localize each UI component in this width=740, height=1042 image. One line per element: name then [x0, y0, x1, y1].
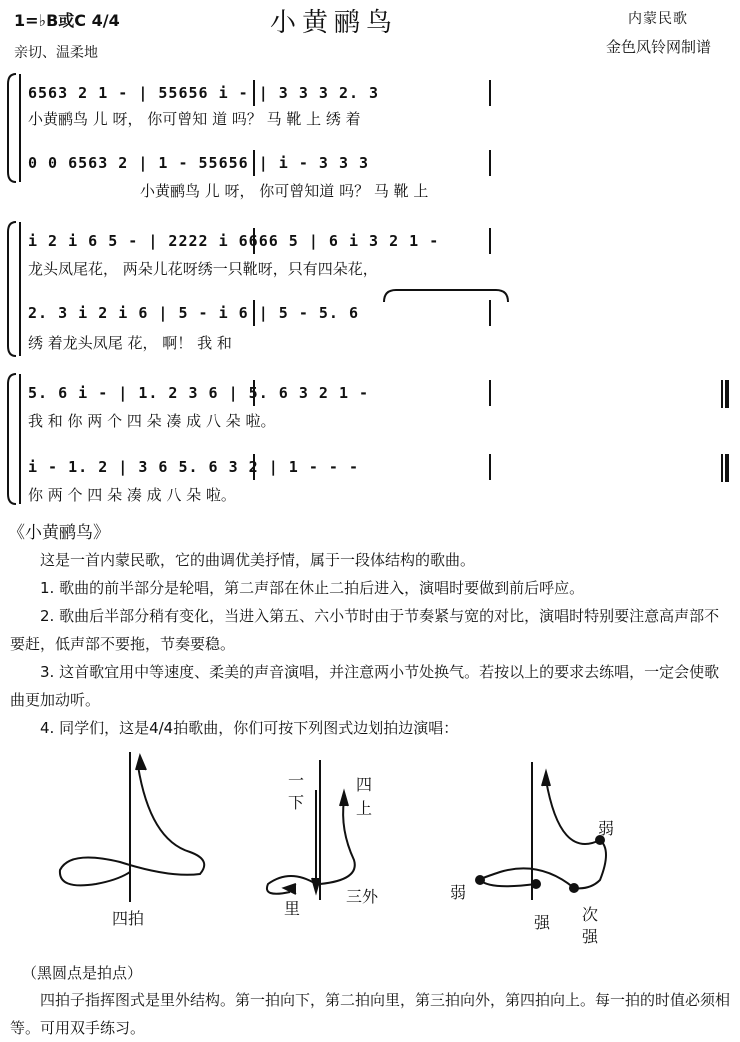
diagram3-strong: 强 — [534, 913, 551, 932]
diagram2-up: 上 — [356, 799, 373, 818]
diagram2-one: 一 — [288, 771, 305, 790]
page-title: 小黄鹂鸟 — [270, 8, 399, 38]
beat-point-note: （黑圆点是拍点） — [22, 964, 143, 982]
system3-upper-lyrics: 我 和 你 两 个 四 朵 凑 成 八 朵 啦。 — [28, 412, 276, 430]
system3-upper-notes: 5. 6 i - | 1. 2 3 6 | 5. 6 3 2 1 - — [28, 384, 370, 402]
footer-explanation: 四拍子指挥图式是里外结构。第一拍向下，第二拍向里，第三拍向外，第四拍向上。每一拍的时值必须相等。可用双手练习。 — [10, 991, 731, 1037]
tempo-marking: 亲切、温柔地 — [14, 45, 98, 61]
conducting-diagram-3 — [479, 762, 606, 900]
diagram3-sub-strong-2: 强 — [582, 927, 599, 946]
diagram3-weak-left: 弱 — [450, 883, 467, 902]
system2-upper-lyrics: 龙头凤尾花， 两朵儿花呀绣一只靴呀，只有四朵花， — [28, 260, 378, 278]
system3-lower-lyrics: 你 两 个 四 朵 凑 成 八 朵 啦。 — [28, 486, 236, 504]
diagram3-sub-strong-1: 次 — [582, 905, 599, 924]
score-credit: 金色风铃网制谱 — [606, 38, 712, 56]
diagram3-weak-top: 弱 — [598, 819, 615, 838]
system3-lower-notes: i - 1. 2 | 3 6 5. 6 3 2 | 1 - - - — [28, 458, 360, 476]
conducting-diagram-2 — [267, 760, 355, 900]
system2-lower-notes: 2. 3 i 2 i 6 | 5 - i 6 | 5 - 5. 6 — [28, 304, 360, 322]
paragraph-intro: 这是一首内蒙民歌，它的曲调优美抒情，属于一段体结构的歌曲。 — [40, 551, 476, 569]
system1-lower-notes: 0 0 6563 2 | 1 - 55656 | i - 3 3 3 — [28, 154, 370, 172]
system2-upper-notes: i 2 i 6 5 - | 2222 i 6666 5 | 6 i 3 2 1 - — [28, 232, 440, 250]
diagram2-three-out: 三外 — [346, 887, 379, 906]
paragraph-1: 1. 歌曲的前半部分是轮唱，第二声部在休止二拍后进入，演唱时要做到前后呼应。 — [40, 579, 585, 597]
diagram2-four: 四 — [356, 775, 373, 794]
song-origin: 内蒙民歌 — [628, 11, 688, 27]
system2-lower-lyrics: 绣 着龙头凤尾 花， 啊！ 我 和 — [28, 334, 232, 352]
section-title: 《小黄鹂鸟》 — [8, 523, 110, 543]
paragraph-2: 2. 歌曲后半部分稍有变化，当进入第五、六小节时由于节奏紧与宽的对比，演唱时特别要注意高声部不要赶，低声部不要拖，节奏要稳。 — [10, 607, 720, 653]
system1-upper-notes: 6563 2 1 - | 55656 i - | 3 3 3 2. 3 — [28, 84, 380, 102]
key-signature: 1=♭B或C 4/4 — [14, 11, 120, 30]
paragraph-4: 4. 同学们，这是4/4拍歌曲，你们可按下列图式边划拍边演唱： — [40, 719, 459, 737]
paragraph-3: 3. 这首歌宜用中等速度、柔美的声音演唱，并注意两小节处换气。若按以上的要求去练唱，一定会使歌曲更加动听。 — [10, 663, 720, 709]
system1-lower-lyrics: 小黄鹂鸟 儿 呀， 你可曾知道 吗？ 马 靴 上 — [140, 182, 429, 200]
diagram1-label: 四拍 — [112, 909, 145, 928]
system1-upper-lyrics: 小黄鹂鸟 儿 呀， 你可曾知 道 吗？ 马 靴 上 绣 着 — [28, 110, 361, 128]
conducting-diagram-1 — [60, 752, 204, 902]
diagram2-down: 下 — [288, 793, 305, 812]
diagram2-in: 里 — [284, 899, 301, 918]
